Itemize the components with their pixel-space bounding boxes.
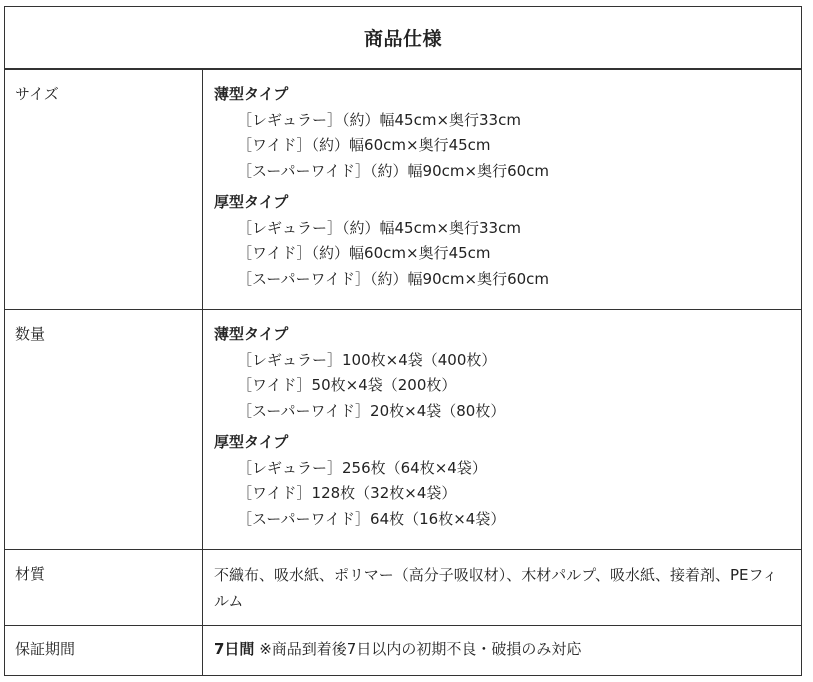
table-title: 商品仕様 [363, 28, 442, 50]
spec-label-size: サイズ [5, 70, 203, 309]
group-line: ［レギュラー］100枚×4袋（400枚） [237, 350, 497, 369]
group-title: 厚型タイプ [214, 433, 289, 451]
spec-value-size [203, 70, 801, 309]
group-line: ［ワイド］（約）幅60cm×奥行45cm [237, 244, 491, 262]
spec-label-material: 材質 [5, 550, 203, 625]
spec-label-quantity: 数量 [5, 310, 203, 549]
table-title-row [5, 7, 801, 70]
spec-row-material [5, 550, 801, 626]
group-title: 薄型タイプ [214, 85, 289, 103]
group-line: ［スーパーワイド］（約）幅90cm×奥行60cm [237, 269, 550, 288]
group-line: ［ワイド］50枚×4袋（200枚） [237, 376, 457, 394]
spec-row-warranty [5, 626, 801, 675]
group-line: ［レギュラー］（約）幅45cm×奥行33cm [237, 218, 521, 237]
group-line: ［ワイド］128枚（32枚×4袋） [237, 484, 457, 502]
group-line: ［スーパーワイド］64枚（16枚×4袋） [237, 509, 506, 528]
group-title: 厚型タイプ [214, 193, 289, 211]
spec-row-quantity [5, 310, 801, 550]
warranty-note: ※商品到着後7日以内の初期不良・破損のみ対応 [259, 640, 582, 658]
warranty-period: 7日間 [214, 640, 255, 658]
quantity-group-thin [214, 322, 801, 424]
size-group-thick [214, 190, 801, 292]
quantity-group-thick [214, 430, 801, 532]
group-title: 薄型タイプ [214, 325, 289, 343]
spec-value-quantity [203, 310, 801, 549]
size-group-thin [214, 82, 801, 184]
group-line: ［スーパーワイド］（約）幅90cm×奥行60cm [237, 161, 550, 180]
spec-row-size [5, 70, 801, 310]
group-line: ［レギュラー］（約）幅45cm×奥行33cm [237, 110, 521, 129]
spec-value-warranty [203, 626, 801, 675]
group-line: ［スーパーワイド］20枚×4袋（80枚） [237, 401, 506, 420]
spec-table [4, 6, 802, 676]
spec-label-warranty: 保証期間 [5, 626, 203, 675]
spec-value-material: 不織布、吸水紙、ポリマー（高分子吸収材）、木材パルプ、吸水紙、接着剤、PEフィルム [214, 566, 778, 610]
group-line: ［レギュラー］256枚（64枚×4袋） [237, 458, 487, 477]
group-line: ［ワイド］（約）幅60cm×奥行45cm [237, 136, 491, 154]
